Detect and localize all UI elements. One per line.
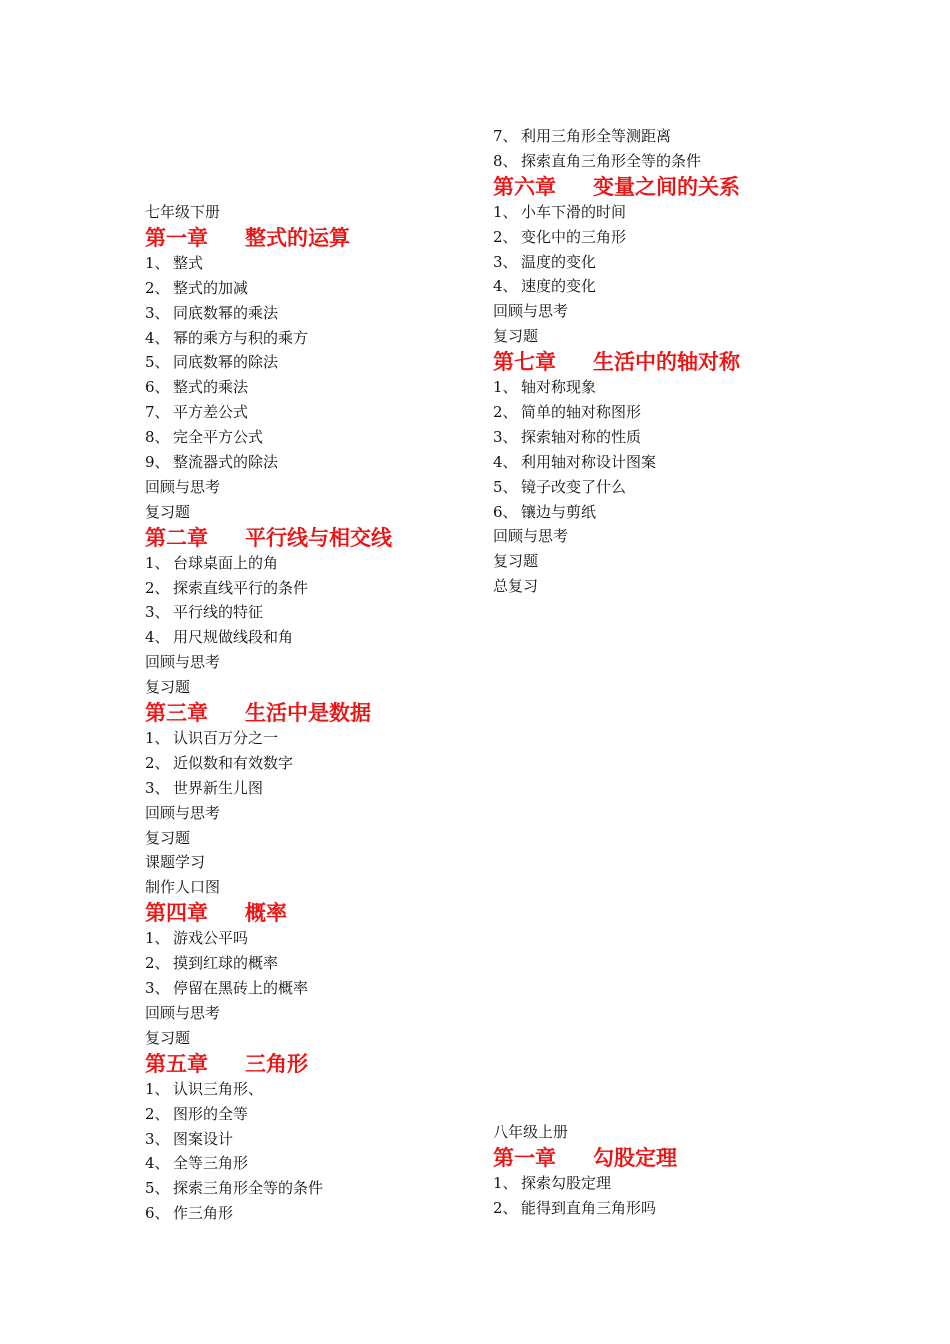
section-title: 全等三角形 [173,1154,249,1173]
plain-entry: 复习题 [145,1028,191,1047]
section-item [145,350,475,375]
plain-entry: 复习题 [145,678,191,697]
section-number: 2、 [145,278,170,297]
chapter-heading [145,900,475,926]
section-item [493,500,823,525]
section-item [145,1127,475,1152]
chapter-title: 整式的运算 [245,224,350,250]
section-title: 停留在黑砖上的概率 [173,979,309,998]
section-item [145,751,475,776]
section-number: 2、 [493,227,518,246]
section-item [145,301,475,326]
section-title: 整式的加减 [173,278,249,297]
section-item [493,149,823,174]
section-item [145,1077,475,1102]
section-item [145,450,475,475]
plain-entry: 回顾与思考 [145,477,221,496]
section-item [145,576,475,601]
chapter-title: 概率 [245,900,287,926]
chapter-heading [145,225,475,251]
section-title: 台球桌面上的角 [173,553,279,572]
chapter-title: 生活中的轴对称 [593,349,740,375]
section-number: 8、 [145,428,170,447]
plain-entry: 课题学习 [145,853,206,872]
section-number: 4、 [493,452,518,471]
section-item [145,951,475,976]
section-title: 近似数和有效数字 [173,753,294,772]
section-number: 3、 [145,979,170,998]
chapter-number: 第六章 [493,173,556,199]
section-title: 小车下滑的时间 [521,202,627,221]
chapter-heading [145,1051,475,1077]
section-title: 探索三角形全等的条件 [173,1179,324,1198]
plain-entry: 制作人口图 [145,878,221,897]
section-item [493,1196,823,1221]
chapter-title: 变量之间的关系 [593,173,740,199]
chapter-number: 第一章 [493,1144,556,1170]
plain-entry: 总复习 [493,577,539,596]
section-title: 摸到红球的概率 [173,954,279,973]
section-title: 利用三角形全等测距离 [521,127,672,145]
section-title: 探索直角三角形全等的条件 [521,151,702,170]
section-title: 简单的轴对称图形 [521,403,642,422]
section-number: 6、 [145,1204,170,1223]
section-item [493,1171,823,1196]
section-item [493,475,823,500]
section-title: 镜子改变了什么 [521,477,627,496]
chapter-number: 第二章 [145,524,208,550]
section-title: 整式的乘法 [173,378,249,397]
section-number: 4、 [493,277,518,296]
section-item [493,225,823,250]
section-item [145,1176,475,1201]
section-number: 1、 [145,729,170,748]
plain-entry: 回顾与思考 [145,653,221,672]
section-item [493,124,823,149]
section-item [493,250,823,275]
section-item [145,425,475,450]
chapter-number: 第五章 [145,1050,208,1076]
plain-entry: 复习题 [145,828,191,847]
section-number: 3、 [145,778,170,797]
chapter-title: 三角形 [245,1050,308,1076]
section-item [145,375,475,400]
section-item [145,400,475,425]
section-title: 整式 [173,253,204,272]
section-number: 1、 [145,929,170,948]
grade-heading: 八年级上册 [493,1123,569,1141]
section-title: 用尺规做线段和角 [173,628,294,647]
section-number: 2、 [493,1198,518,1217]
section-number: 3、 [145,1129,170,1148]
section-item [493,274,823,299]
section-item [493,400,823,425]
section-item [145,726,475,751]
section-title: 同底数幂的除法 [173,353,279,372]
section-item [493,375,823,400]
section-title: 探索轴对称的性质 [521,427,642,446]
plain-entry: 复习题 [145,502,191,521]
section-number: 2、 [145,578,170,597]
chapter-title: 生活中是数据 [245,700,371,726]
section-number: 1、 [145,1079,170,1098]
section-title: 镶边与剪纸 [521,502,597,521]
section-item [145,776,475,801]
chapter-heading [145,525,475,551]
left-column [145,200,475,1226]
section-title: 游戏公平吗 [173,929,249,948]
chapter-title: 平行线与相交线 [245,524,392,550]
section-number: 2、 [145,1104,170,1123]
section-number: 2、 [145,753,170,772]
section-title: 世界新生儿图 [173,778,264,797]
section-number: 1、 [493,378,518,397]
section-number: 6、 [145,378,170,397]
section-number: 1、 [145,553,170,572]
section-item [145,276,475,301]
section-item [493,200,823,225]
section-title: 完全平方公式 [173,428,264,447]
chapter-heading [145,700,475,726]
plain-entry: 回顾与思考 [145,1003,221,1022]
section-number: 9、 [145,453,170,472]
plain-entry: 回顾与思考 [145,803,221,822]
section-title: 同底数幂的乘法 [173,303,279,322]
plain-entry: 复习题 [493,552,539,571]
section-item [145,1102,475,1127]
section-item [145,326,475,351]
section-number: 8、 [493,151,518,170]
right-column [493,124,823,599]
section-number: 1、 [145,253,170,272]
section-item [145,976,475,1001]
section-number: 3、 [493,427,518,446]
section-title: 能得到直角三角形吗 [521,1198,657,1217]
section-number: 7、 [493,127,518,145]
chapter-title: 勾股定理 [593,1144,677,1170]
chapter-number: 第七章 [493,349,556,375]
section-item [145,625,475,650]
chapter-number: 第四章 [145,900,208,926]
section-number: 5、 [493,477,518,496]
section-title: 探索勾股定理 [521,1173,612,1192]
section-number: 3、 [493,252,518,271]
section-title: 认识百万分之一 [173,729,279,748]
section-number: 2、 [493,403,518,422]
section-number: 4、 [145,328,170,347]
chapter-number: 第三章 [145,700,208,726]
section-item [145,551,475,576]
section-item [145,251,475,276]
section-item [493,450,823,475]
plain-entry: 回顾与思考 [493,527,569,546]
section-title: 作三角形 [173,1204,234,1223]
plain-entry: 复习题 [493,327,539,346]
section-title: 图案设计 [173,1129,234,1148]
section-number: 7、 [145,403,170,422]
section-title: 速度的变化 [521,277,597,296]
section-number: 4、 [145,1154,170,1173]
section-number: 4、 [145,628,170,647]
section-title: 认识三角形、 [173,1079,264,1098]
chapter-heading [493,174,823,200]
section-title: 探索直线平行的条件 [173,578,309,597]
chapter-heading [493,349,823,375]
grade-heading: 七年级下册 [145,203,221,221]
section-title: 整流器式的除法 [173,453,279,472]
section-item [145,600,475,625]
section-title: 温度的变化 [521,252,597,271]
plain-entry: 回顾与思考 [493,302,569,321]
section-title: 平行线的特征 [173,603,264,622]
section-number: 3、 [145,603,170,622]
section-number: 6、 [493,502,518,521]
section-title: 平方差公式 [173,403,249,422]
chapter-heading [493,1145,823,1171]
section-item [493,425,823,450]
section-number: 5、 [145,353,170,372]
section-item [145,926,475,951]
section-title: 变化中的三角形 [521,227,627,246]
section-number: 3、 [145,303,170,322]
chapter-number: 第一章 [145,224,208,250]
section-title: 利用轴对称设计图案 [521,452,657,471]
section-title: 图形的全等 [173,1104,249,1123]
section-item [145,1201,475,1226]
section-number: 2、 [145,954,170,973]
section-title: 幂的乘方与积的乘方 [173,328,309,347]
section-number: 1、 [493,1173,518,1192]
section-item [145,1151,475,1176]
section-title: 轴对称现象 [521,378,597,397]
section-number: 5、 [145,1179,170,1198]
section-number: 1、 [493,202,518,221]
right-column-bottom [493,1120,823,1221]
